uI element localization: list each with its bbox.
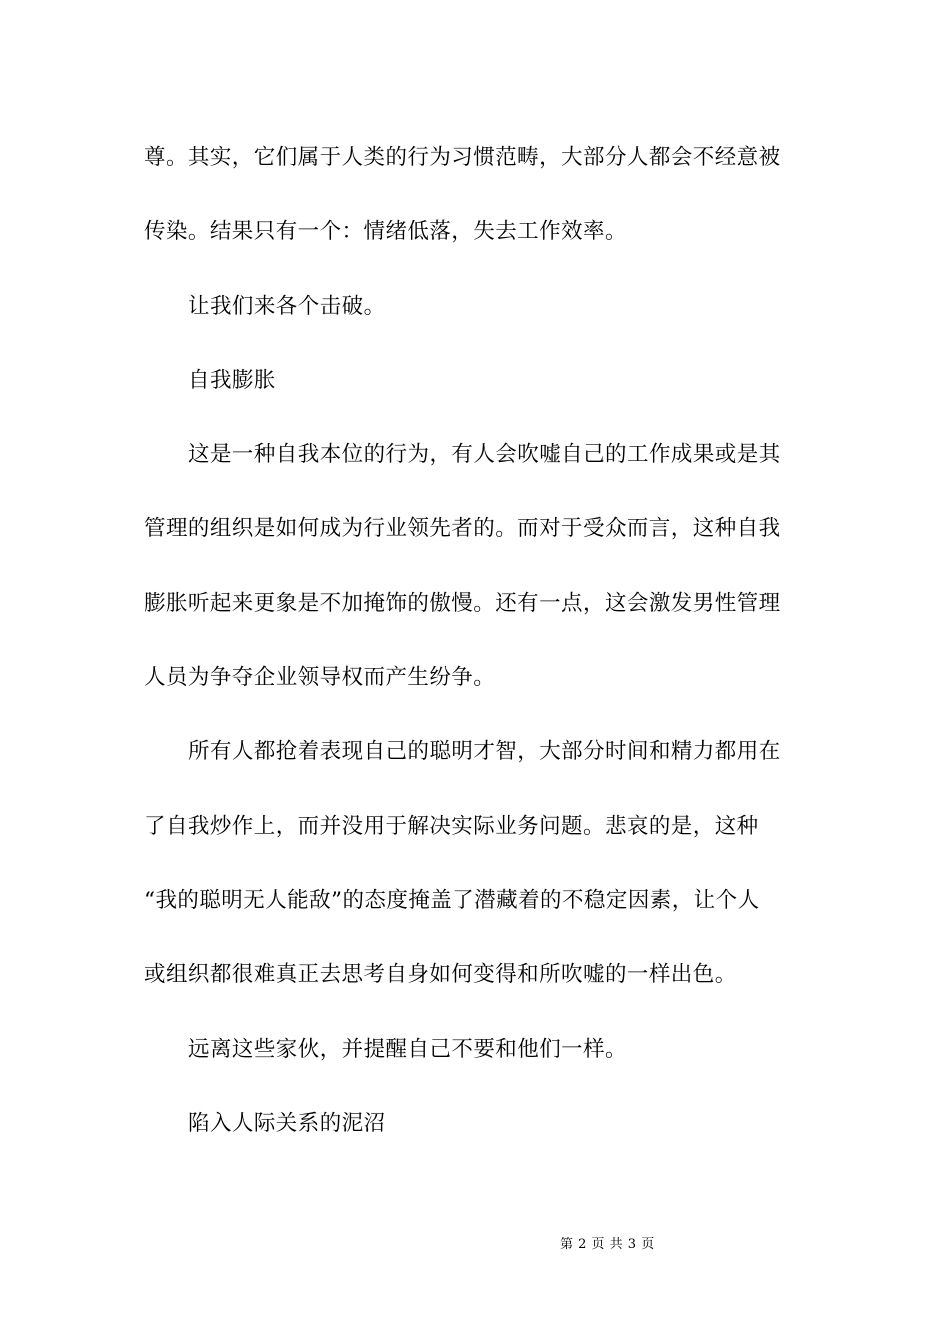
- text-line-7: 膨胀听起来更象是不加掩饰的傲慢。还有一点，这会激发男性管理: [144, 590, 781, 616]
- text-line-10: 了自我炒作上，而并没用于解决实际业务问题。悲哀的是，这种: [144, 813, 759, 839]
- body-text: [144, 138, 806, 1178]
- text-line-1: 尊。其实，它们属于人类的行为习惯范畴，大部分人都会不经意被: [144, 145, 781, 170]
- text-line-12: 或组织都很难真正去思考自身如何变得和所吹嘘的一样出色。: [144, 962, 737, 988]
- page-footer: 第 2 页 共 3 页: [560, 1237, 655, 1252]
- text-line-13: 远离这些家伙，并提醒自己不要和他们一样。: [188, 1036, 628, 1062]
- text-line-3: 让我们来各个击破。: [188, 293, 386, 319]
- section-heading-self-inflation: 自我膨胀: [188, 367, 276, 393]
- text-line-9: 所有人都抢着表现自己的聪明才智，大部分时间和精力都用在: [188, 739, 781, 765]
- section-heading-interpersonal: 陷入人际关系的泥沼: [188, 1110, 386, 1136]
- text-line-8: 人员为争夺企业领导权而产生纷争。: [144, 665, 496, 691]
- text-line-11: “我的聪明无人能敌”的态度掩盖了潜藏着的不稳定因素，让个人: [144, 887, 760, 913]
- text-line-2: 传染。结果只有一个：情绪低落，失去工作效率。: [144, 219, 627, 245]
- text-line-6: 管理的组织是如何成为行业领先者的。而对于受众而言，这种自我: [144, 516, 781, 542]
- text-line-5: 这是一种自我本位的行为，有人会吹嘘自己的工作成果或是其: [188, 442, 781, 468]
